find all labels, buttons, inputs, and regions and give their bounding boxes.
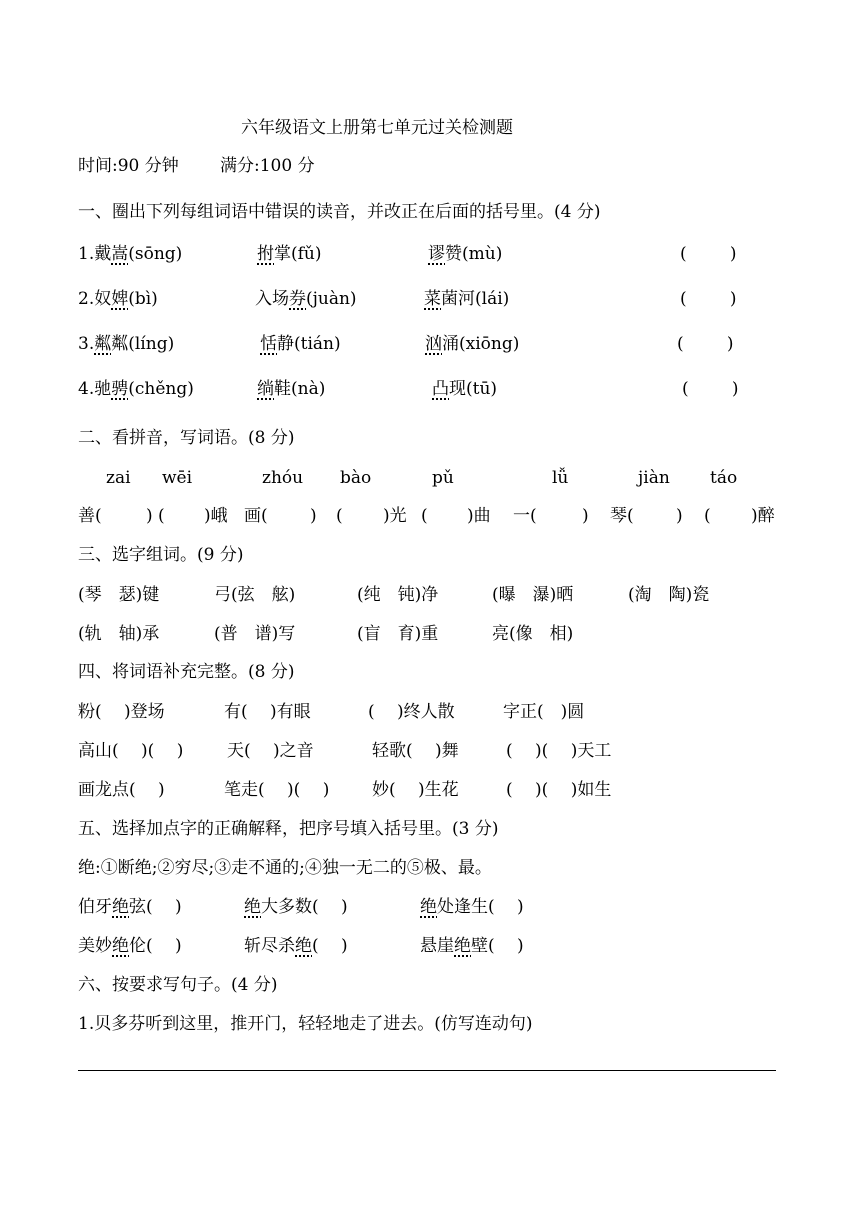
pinyin: wēi: [162, 468, 193, 488]
word-text: 戴: [94, 244, 112, 264]
dotted-char: 凸: [432, 379, 449, 399]
section2-heading: 二、看拼音，写词语。(8 分): [78, 428, 295, 448]
section3-heading: 三、选字组词。(9 分): [78, 545, 244, 565]
idiom-item: 字正( )圆: [503, 702, 585, 722]
page-title: 六年级语文上册第七单元过关检测题: [241, 118, 513, 138]
word-text: 斩尽杀: [244, 936, 295, 956]
answer-blank[interactable]: ( ): [682, 379, 739, 399]
idiom-item: 有( )有眼: [224, 702, 311, 722]
word-text: 大多数( ): [261, 897, 348, 917]
word-text: 弦( ): [129, 897, 182, 917]
dotted-char: 菜: [424, 289, 441, 309]
choice-item: (淘 陶)瓷: [628, 585, 710, 605]
word-text: 入场: [255, 289, 289, 309]
word-blank: )光: [383, 506, 407, 526]
word-text: 现(tū): [449, 379, 498, 399]
dotted-char: 绝: [244, 897, 261, 917]
word-blank: 善(: [78, 506, 102, 526]
word-text: (juàn): [306, 289, 357, 309]
pinyin: jiàn: [638, 468, 670, 488]
word-text: 伯牙: [78, 897, 112, 917]
idiom-item: 天( )之音: [227, 741, 314, 761]
word-text: 悬崖: [420, 936, 454, 956]
dotted-char: 谬: [428, 244, 445, 264]
pinyin: zai: [106, 468, 131, 488]
item-number: 4.: [78, 379, 95, 399]
word-blank: ): [146, 506, 153, 526]
choice-item: (琴 瑟)键: [78, 585, 160, 605]
word-blank: 一(: [513, 506, 537, 526]
section4-heading: 四、将词语补充完整。(8 分): [78, 662, 295, 682]
pinyin: bào: [340, 468, 372, 488]
word-blank: )曲: [467, 506, 491, 526]
word-blank: (: [158, 506, 165, 526]
word-text: 伦( ): [129, 936, 182, 956]
word-blank: 琴(: [610, 506, 634, 526]
word-text: (bì): [128, 289, 158, 309]
dotted-char: 绝: [454, 936, 471, 956]
item-number: 1.: [78, 244, 95, 264]
word-blank: 画(: [244, 506, 268, 526]
idiom-item: ( )终人散: [368, 702, 455, 722]
choice-item: (曝 瀑)晒: [492, 585, 574, 605]
word-text: 赞(mù): [445, 244, 503, 264]
word-blank: ): [582, 506, 589, 526]
word-text: 壁( ): [471, 936, 524, 956]
answer-blank[interactable]: ( ): [680, 244, 737, 264]
dotted-char: 婢: [111, 289, 129, 309]
dotted-char: 粼: [94, 334, 112, 354]
word-text: 处逢生( ): [437, 897, 524, 917]
idiom-item: 高山( )( ): [78, 741, 184, 761]
item-number: 3.: [78, 334, 95, 354]
dotted-char: 绝: [420, 897, 437, 917]
pinyin: zhóu: [262, 468, 304, 488]
word-text: ( ): [312, 936, 348, 956]
word-text: 掌(fǔ): [274, 244, 322, 264]
word-text: 鞋(nà): [274, 379, 326, 399]
full-score: 满分:100 分: [220, 156, 315, 176]
word-blank: )醉: [751, 506, 775, 526]
dotted-char: 券: [289, 289, 306, 309]
word-text: 美妙: [78, 936, 112, 956]
word-text: 奴: [94, 289, 112, 309]
choice-item: 亮(像 相): [492, 624, 574, 644]
word-text: 菌河(lái): [441, 289, 510, 309]
dotted-char: 嵩: [111, 244, 129, 264]
idiom-item: 画龙点( ): [78, 780, 165, 800]
choice-item: (纯 钝)净: [357, 585, 439, 605]
idiom-item: ( )( )如生: [506, 780, 612, 800]
answer-line[interactable]: [78, 1070, 776, 1071]
word-blank: ): [676, 506, 683, 526]
pinyin: pǔ: [432, 468, 454, 488]
word-text: (chěng): [128, 379, 194, 399]
word-blank: ): [310, 506, 317, 526]
section5-heading: 五、选择加点字的正确解释，把序号填入括号里。(3 分): [78, 819, 499, 839]
choice-item: (普 谱)写: [214, 624, 296, 644]
choice-item: (盲 育)重: [357, 624, 439, 644]
idiom-item: 妙( )生花: [372, 780, 459, 800]
word-text: 静(tián): [277, 334, 341, 354]
idiom-item: ( )( )天工: [506, 741, 612, 761]
word-text: (sōng): [128, 244, 183, 264]
idiom-item: 轻歌( )舞: [372, 741, 459, 761]
pinyin: táo: [710, 468, 738, 488]
dotted-char: 绝: [112, 936, 129, 956]
answer-blank[interactable]: ( ): [677, 334, 734, 354]
word-blank: (: [421, 506, 428, 526]
dotted-char: 拊: [257, 244, 274, 264]
definition-list: 绝:①断绝;②穷尽;③走不通的;④独一无二的⑤极、最。: [78, 858, 492, 878]
idiom-item: 笔走( )( ): [224, 780, 330, 800]
word-text: 涌(xiōng): [442, 334, 520, 354]
question-sentence: 1.贝多芬听到这里，推开门，轻轻地走了进去。(仿写连动句): [78, 1014, 533, 1034]
dotted-char: 骋: [111, 379, 129, 399]
pinyin: lǚ: [552, 468, 569, 488]
word-blank: )峨: [204, 506, 228, 526]
word-blank: (: [336, 506, 343, 526]
section1-heading: 一、圈出下列每组词语中错误的读音，并改正在后面的括号里。(4 分): [78, 202, 601, 222]
dotted-char: 恬: [260, 334, 277, 354]
idiom-item: 粉( )登场: [78, 702, 165, 722]
dotted-char: 绝: [295, 936, 312, 956]
section6-heading: 六、按要求写句子。(4 分): [78, 975, 278, 995]
word-text: 粼(líng): [111, 334, 175, 354]
time-limit: 时间:90 分钟: [78, 156, 179, 176]
dotted-char: 汹: [425, 334, 442, 354]
word-text: 驰: [94, 379, 112, 399]
item-number: 2.: [78, 289, 95, 309]
dotted-char: 绝: [112, 897, 129, 917]
choice-item: (轨 轴)承: [78, 624, 160, 644]
dotted-char: 绱: [257, 379, 274, 399]
answer-blank[interactable]: ( ): [680, 289, 737, 309]
word-blank: (: [704, 506, 711, 526]
choice-item: 弓(弦 舷): [214, 585, 296, 605]
